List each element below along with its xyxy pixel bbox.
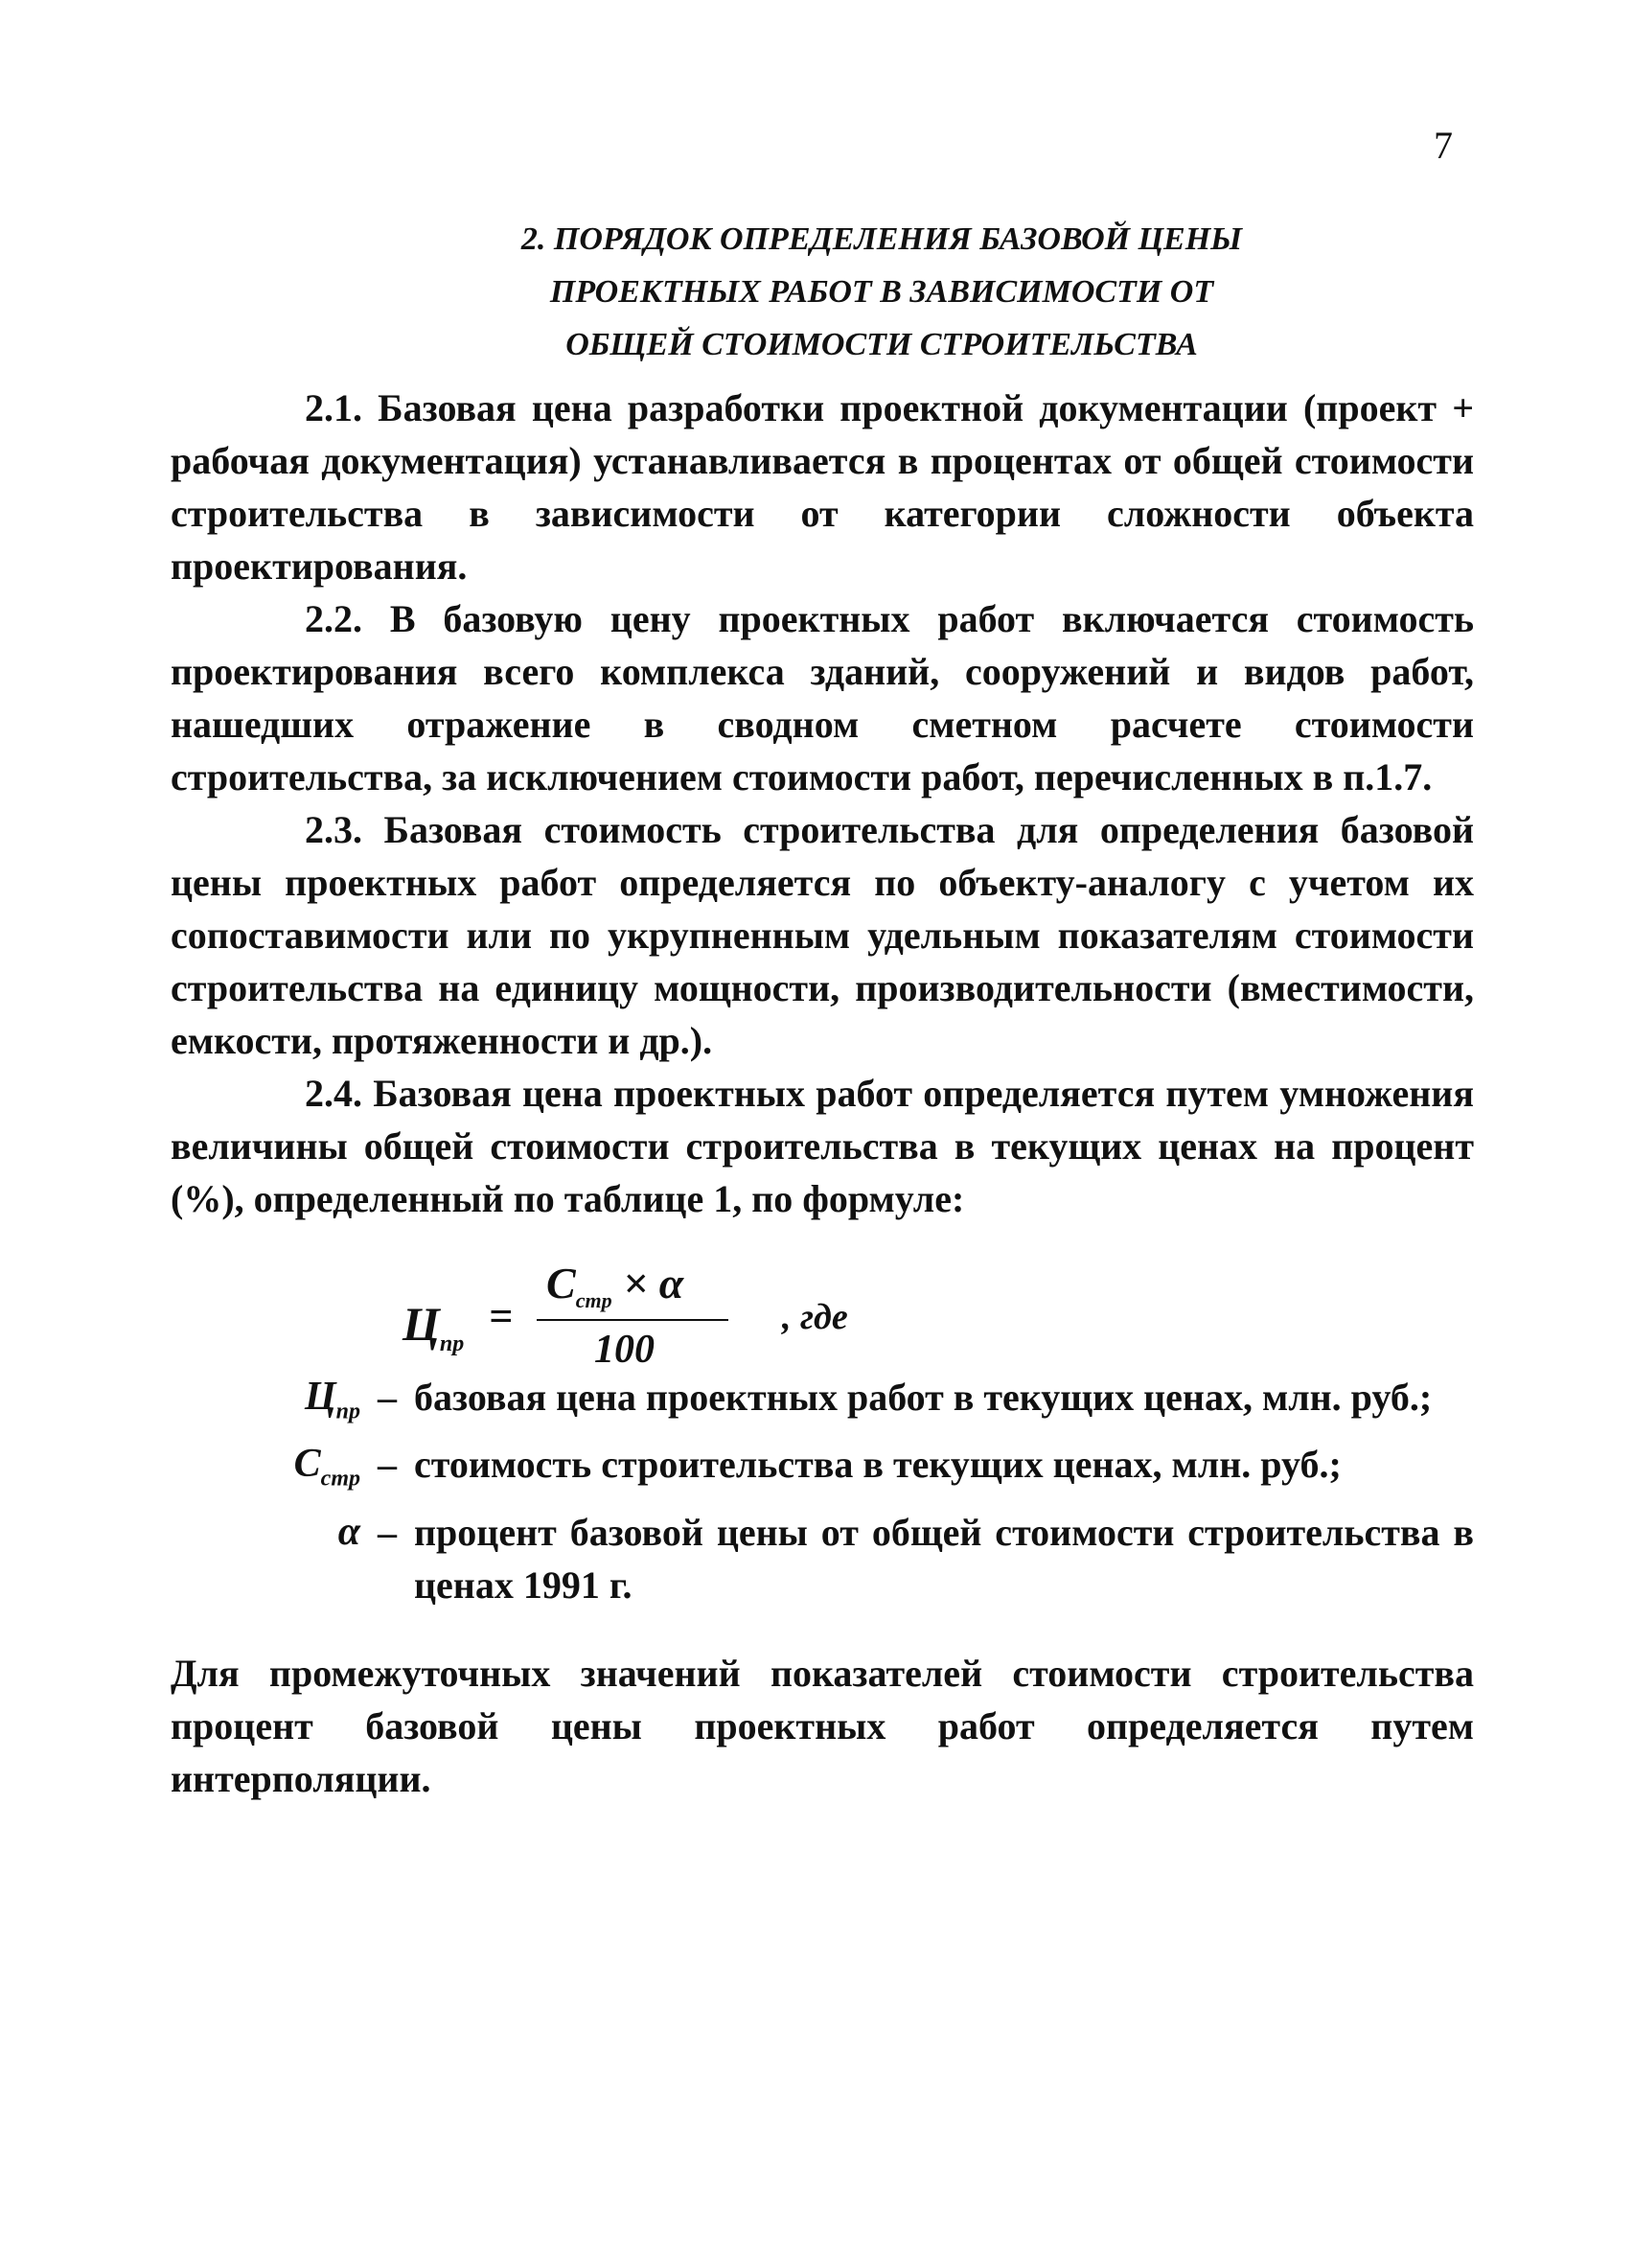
definition-text: процент базовой цены от общей стоимости строительства в ценах 1991 г. (414, 1510, 1474, 1607)
formula-lhs: $Ц_{пр}$ (402, 1297, 465, 1356)
closing-paragraph: Для промежуточных значений показателей стоимости строительства процент базовой цены проектных работ определяется путем интерполяции. (171, 1652, 1474, 1800)
definition-symbol: $Ц_{пр}$ (304, 1375, 360, 1424)
section-title-line: ОБЩЕЙ СТОИМОСТИ СТРОИТЕЛЬСТВА (565, 327, 1198, 362)
definition-text: базовая цена проектных работ в текущих ценах, млн. руб.; (414, 1376, 1433, 1419)
main-text (171, 382, 1474, 1225)
paragraph-2-3: 2.3. Базовая стоимость строительства для определения базовой цены проектных работ определяется по объекту-аналогу с учетом их сопоставимости или по укрупненным удельным показателям стоимости строительства на единицу мощности, производительности (вместимости, емкости, протяженности и др.). (171, 808, 1474, 1062)
formula-where: , где (782, 1297, 848, 1337)
definition-dash: – (378, 1510, 397, 1554)
page-number: 7 (1434, 124, 1453, 167)
definition-symbol: α (337, 1509, 360, 1554)
paragraph-2-1: 2.1. Базовая цена разработки проектной документации (проект + рабочая документация) устанавливается в процентах от общей стоимости строительства в зависимости от категории сложности объекта проектирования. (171, 386, 1474, 588)
formula-numerator: $С_{стр} \times \alpha$ (546, 1259, 684, 1313)
formula-equals: = (489, 1293, 514, 1340)
section-title-line: ПРОЕКТНЫХ РАБОТ В ЗАВИСИМОСТИ ОТ (549, 274, 1214, 310)
formula-denominator: 100 (594, 1328, 655, 1372)
paragraph-2-4: 2.4. Базовая цена проектных работ определяется путем умножения величины общей стоимости строительства в текущих ценах на процент (%), определенный по таблице 1, по формуле: (171, 1072, 1474, 1220)
definition-dash: – (378, 1376, 397, 1419)
price-formula (402, 1259, 939, 1388)
formula-definitions (171, 1371, 1474, 1611)
definition-dash: – (378, 1443, 397, 1487)
definition-symbol: $С_{стр}$ (293, 1442, 360, 1492)
fraction-bar (537, 1319, 728, 1321)
definition-row (171, 1438, 1474, 1505)
definition-row (171, 1371, 1474, 1438)
paragraph-2-2: 2.2. В базовую цену проектных работ включается стоимость проектирования всего комплекса зданий, сооружений и видов работ, нашедших отражение в сводном сметном расчете стоимости строительства, за исключением стоимости работ, перечисленных в п.1.7. (171, 597, 1474, 798)
definition-text: стоимость строительства в текущих ценах, млн. руб.; (414, 1443, 1342, 1487)
section-title-line: 2. ПОРЯДОК ОПРЕДЕЛЕНИЯ БАЗОВОЙ ЦЕНЫ (520, 221, 1243, 257)
section-title (288, 213, 1476, 371)
definition-row (171, 1506, 1474, 1611)
